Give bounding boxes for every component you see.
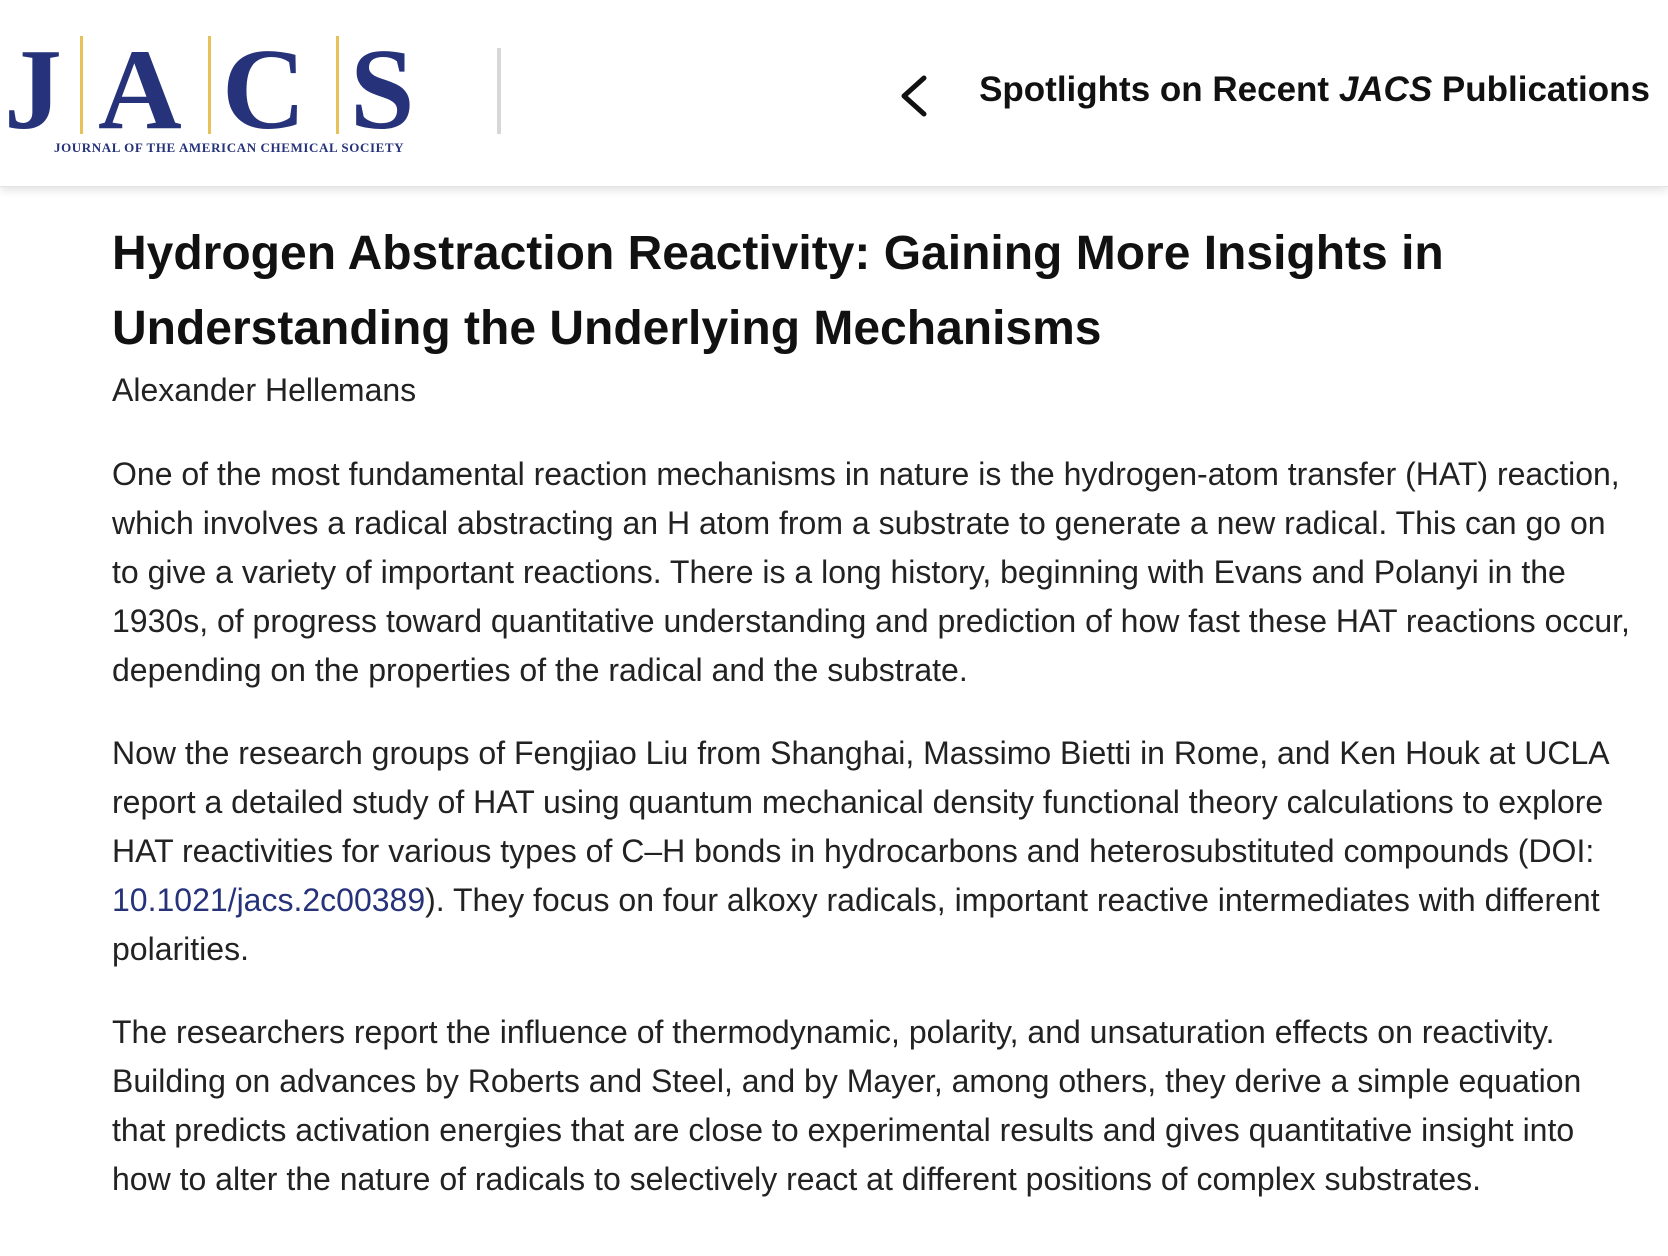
article-author: Alexander Hellemans xyxy=(112,372,417,408)
header-title xyxy=(979,70,1650,110)
logo-divider-bar xyxy=(208,36,211,134)
doi-link[interactable]: 10.1021/jacs.2c00389 xyxy=(112,882,426,918)
logo-letter-s: S xyxy=(350,26,415,154)
logo-letter-c: C xyxy=(222,26,306,154)
paragraph-2-text-before: Now the research groups of Fengjiao Liu from Shanghai, Massimo Bietti in Rome, and Ken Houk at UCLA report a detailed study of HAT using quantum mechanical density functional theory calculations to explore HAT reactivities for various types of C–H bonds in hydrocarbons and heterosubstituted compounds (DOI: xyxy=(112,735,1608,869)
logo-divider-bar xyxy=(336,36,339,134)
logo-letter-j: J xyxy=(4,26,62,154)
jacs-logo[interactable] xyxy=(0,26,420,160)
paragraph-1: One of the most fundamental reaction mechanisms in nature is the hydrogen-atom transfer (HAT) reaction, which involves a radical abstracting an H atom from a substrate to generate a new radical. This can go on to give a variety of important reactions. There is a long history, beginning with Evans and Polanyi in the 1930s, of progress toward quantitative understanding and prediction of how fast these HAT reactions occur, depending on the properties of the radical and the substrate. xyxy=(112,456,1630,688)
paragraph-2 xyxy=(112,729,1632,974)
header-title-post: Publications xyxy=(1432,70,1650,109)
header-title-journal: JACS xyxy=(1338,70,1433,109)
paragraph-2-text-after: ). They focus on four alkoxy radicals, important reactive intermediates with different polarities. xyxy=(112,882,1600,967)
chevron-left-icon xyxy=(890,66,940,126)
logo-subtitle: JOURNAL OF THE AMERICAN CHEMICAL SOCIETY xyxy=(54,140,405,155)
paragraph-3: The researchers report the influence of thermodynamic, polarity, and unsaturation effects on reactivity. Building on advances by Roberts and Steel, and by Mayer, among others, they derive a simple equation that predicts activation energies that are close to experimental results and gives quantitative insight into how to alter the nature of radicals to selectively react at different positions of complex substrates. xyxy=(112,1014,1582,1197)
article-title: Hydrogen Abstraction Reactivity: Gaining More Insights in Understanding the Underlying Mechanisms xyxy=(112,227,1444,355)
logo-divider-bar xyxy=(80,36,83,134)
header-divider xyxy=(497,48,501,134)
logo-letter-a: A xyxy=(98,26,182,154)
header-title-pre: Spotlights on Recent xyxy=(979,70,1339,109)
back-button[interactable] xyxy=(890,66,940,126)
header xyxy=(0,0,1668,187)
article xyxy=(112,216,1632,1204)
